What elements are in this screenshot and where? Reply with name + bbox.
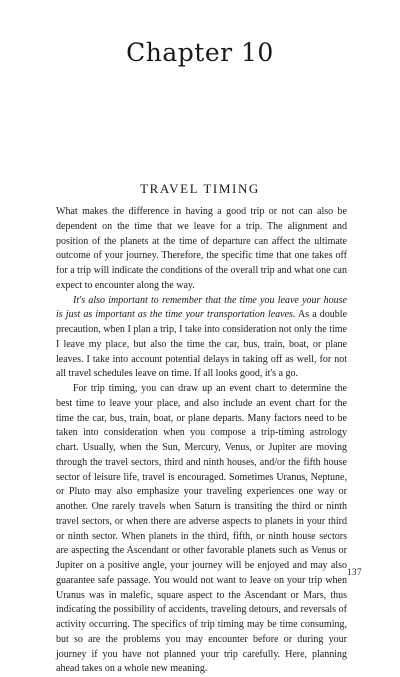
section-heading: TRAVEL TIMING: [140, 181, 260, 196]
paragraph-3: For trip timing, you can draw up an event chart to determine the best time to leave your place, and also include an event chart for the time the car, bus, train, boat, or plane departs. Many factors need to be taken into consideration when you compose a trip-timing astrology chart. Usually, when the Sun, Mercury, Venus, or Jupiter are moving through the travel sectors, third and ninth houses, and/or the fifth house sector of leisure life, travel is encouraged. Sometimes Uranus, Neptune, or Pluto may also emphasize your traveling experiences one way or another. One rarely travels when Saturn is transiting the third or ninth travel sectors, or when there are adverse aspects to planets in your third or ninth sector. When planets in the third, fifth, or ninth house sectors are aspecting the Ascendant or other favorable planets such as Venus or Jupiter on a positive angle, your journey will be enjoyed and may also guarantee safe passage. You would not want to leave on your trip when Uranus was in malefic, square aspect to the Ascendant or Mars, thus indicating the possibility of accidents, traveling detours, and reversals of activity occurring. The specifics of trip timing may be time consuming, but so are the problems you may encounter before or during your journey if you have not planned your trip carefully. Here, planning ahead takes on a whole new meaning.: [56, 383, 347, 675]
paragraph-1: What makes the difference in having a good trip or not can also be dependent on the time that we leave for a trip. The alignment and position of the planets at the time of departure can affect the ultimate outcome of your journey. Therefore, the specific time that one takes off for a trip will indicate the conditions of the overall trip and what one can expect to encounter along the way.: [56, 206, 347, 291]
page-number: 137: [347, 567, 362, 577]
paragraph-2-text: As a double precaution, when I plan a trip, I take into consideration not only the time I leave my place, but also the time the car, bus, train, boat, or plane leaves. I take into account potential delays in taking off as well, for not all travel schedules leave on time. If all looks good, it's a go.: [56, 309, 348, 380]
paragraph-2: [56, 294, 347, 383]
body-text: [56, 205, 347, 677]
paragraph-2-italic: It's also important to remember that the time you leave your house is just as important as the time your transportation leaves.: [56, 294, 347, 321]
chapter-title: Chapter 10: [126, 38, 274, 67]
